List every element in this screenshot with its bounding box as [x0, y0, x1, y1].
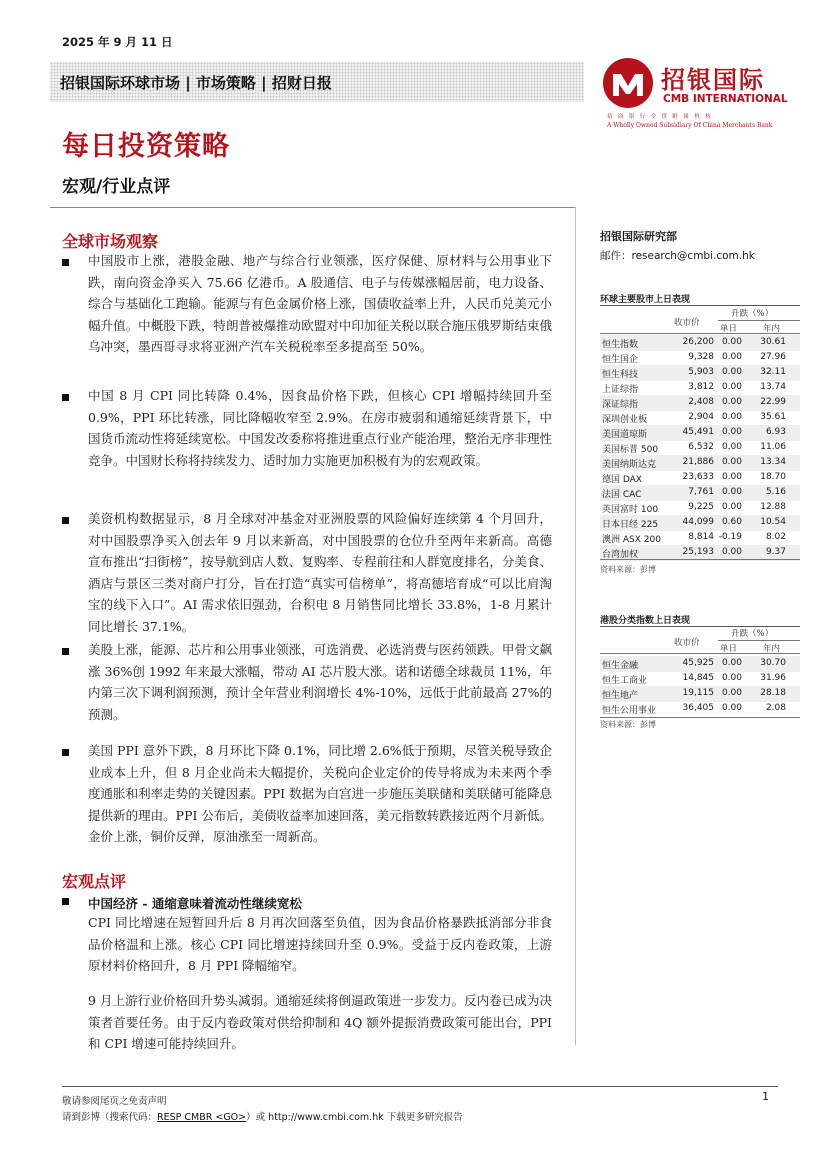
index-name: 恒生公用事业 — [602, 706, 657, 716]
col-header-ytd: 年内 — [763, 644, 781, 654]
index-name: 深圳创业板 — [602, 415, 648, 425]
table-row — [600, 440, 800, 456]
close-price: 9,225 — [688, 502, 714, 512]
ytd-change: 28.18 — [760, 688, 786, 698]
table-row — [600, 365, 800, 381]
ytd-change: 13.74 — [760, 382, 786, 392]
index-name: 恒生指数 — [602, 340, 639, 350]
ytd-change: 5.16 — [765, 487, 786, 497]
header-banner — [50, 62, 584, 102]
title-divider — [50, 207, 575, 208]
page-title: 每日投资策略 — [62, 131, 230, 162]
table-row — [600, 410, 800, 426]
footer-middle: ）或 — [246, 1112, 269, 1123]
day-change: 0.00 — [721, 673, 742, 683]
index-name: 恒生国企 — [602, 355, 639, 365]
close-price: 9,328 — [688, 352, 714, 362]
logo-cn-text: 招银国际 — [661, 66, 765, 94]
logo-sub-cn: 招商银行全资附属机构 — [607, 114, 717, 120]
table-row — [600, 335, 800, 351]
bullet-icon — [62, 898, 69, 905]
index-name: 深证综指 — [602, 400, 639, 410]
day-change: 0.00 — [721, 688, 742, 698]
ytd-change: 6.93 — [765, 427, 786, 437]
day-change: 0.00 — [721, 487, 742, 497]
banner-text: 招银国际环球市场 | 市场策略 | 招财日报 — [60, 74, 332, 92]
footer-suffix: 下载更多研究报告 — [383, 1112, 463, 1123]
ytd-change: 8.02 — [765, 532, 786, 542]
close-price: 2,904 — [688, 412, 714, 422]
index-name: 澳洲 ASX 200 — [602, 535, 661, 545]
table-rule — [600, 717, 800, 718]
close-price: 21,886 — [682, 457, 714, 467]
logo-sub-en: A Wholly Owned Subsidiary Of China Merchants Bank — [607, 122, 773, 129]
bullet-icon — [62, 648, 69, 655]
table-source: 资料来源：彭博 — [600, 565, 656, 574]
day-change: 0.00 — [721, 367, 742, 377]
ytd-change: 18.70 — [760, 472, 786, 482]
table-row — [600, 686, 800, 702]
index-name: 美国纳斯达克 — [602, 460, 657, 470]
ytd-change: 35.61 — [760, 412, 786, 422]
global-markets-table-title: 环球主要股市上日表现 — [600, 295, 691, 305]
ytd-change: 30.61 — [760, 337, 786, 347]
ytd-change: 2.08 — [765, 703, 786, 713]
table-row — [600, 500, 800, 516]
day-change: 0.00 — [721, 382, 742, 392]
close-price: 8,814 — [688, 532, 714, 542]
research-department: 招银国际研究部 — [600, 230, 677, 243]
ytd-change: 10.54 — [760, 517, 786, 527]
table-row — [600, 671, 800, 687]
day-change: -0.19 — [718, 532, 742, 542]
col-header-price: 收市价 — [674, 318, 700, 328]
table-rule — [600, 333, 800, 334]
col-header-price: 收市价 — [674, 638, 700, 648]
close-price: 14,845 — [682, 673, 714, 683]
index-name: 法国 CAC — [602, 490, 642, 500]
table-row — [600, 656, 800, 672]
section-heading-global: 全球市场观察 — [62, 232, 159, 251]
footer-disclaimer: 敬请参阅尾页之免责声明 — [62, 1096, 167, 1107]
table-row — [600, 395, 800, 411]
close-price: 44,099 — [682, 517, 714, 527]
col-header-ytd: 年内 — [763, 324, 781, 334]
website-link[interactable]: http://www.cmbi.com.hk — [268, 1112, 384, 1123]
day-change: 0.00 — [721, 427, 742, 437]
bloomberg-code-link[interactable]: RESP CMBR <GO> — [157, 1112, 247, 1123]
bullet-icon — [62, 517, 69, 524]
header-underline — [718, 640, 800, 641]
day-change: 0.00 — [721, 502, 742, 512]
table-source: 资料来源：彭博 — [600, 720, 656, 729]
close-price: 36,405 — [682, 703, 714, 713]
index-name: 美国道琼斯 — [602, 430, 648, 440]
col-header-day: 单日 — [720, 644, 738, 654]
bullet-icon — [62, 749, 69, 756]
index-name: 美国标普 500 — [602, 445, 659, 455]
ytd-change: 11.06 — [760, 442, 786, 452]
section-heading-macro: 宏观点评 — [62, 872, 127, 891]
day-change: 0.00 — [721, 658, 742, 668]
close-price: 26,200 — [682, 337, 714, 347]
ytd-change: 22.99 — [760, 397, 786, 407]
table-rule — [600, 653, 800, 654]
day-change: 0.00 — [721, 703, 742, 713]
table-row — [600, 425, 800, 441]
day-change: 0.00 — [721, 442, 742, 452]
day-change: 0.00 — [721, 412, 742, 422]
close-price: 45,491 — [682, 427, 714, 437]
ytd-change: 27.96 — [760, 352, 786, 362]
close-price: 3,812 — [688, 382, 714, 392]
col-header-change: 升跌（%） — [731, 629, 774, 639]
table-rule — [600, 305, 800, 306]
day-change: 0.60 — [721, 517, 742, 527]
global-paragraph: 美国 PPI 意外下跌，8 月环比下降 0.1%，同比增 2.6%低于预期，尽管关税导致企业成本上升，但 8 月企业尚未大幅提价，关税向企业定价的传导将成为未来两个季度通胀和利率走势的关键因素。PPI 数据为白宫进一步施压美联储和美联储可能降息提供新的理由。PPI 公布后，美债收益率加速回落，美元指数转跌接近两个月新低。金价上涨，铜价反弹，原油涨至一周新高。 — [88, 743, 552, 844]
column-divider — [575, 207, 576, 1045]
close-price: 5,903 — [688, 367, 714, 377]
index-name: 恒生金融 — [602, 661, 639, 671]
index-name: 上证综指 — [602, 385, 639, 395]
close-price: 23,633 — [682, 472, 714, 482]
table-row — [600, 455, 800, 471]
close-price: 25,193 — [682, 547, 714, 557]
index-name: 日本日经 225 — [602, 520, 659, 530]
day-change: 0.00 — [721, 472, 742, 482]
global-paragraph: 中国 8 月 CPI 同比转降 0.4%，因食品价格下跌，但核心 CPI 增幅持续回升至 0.9%，PPI 环比转涨，同比降幅收窄至 2.9%。在房市疲弱和通缩延续背景下，中国货币流动性将延续宽松。中国发改委称将推进重点行业产能治理，整治无序非理性竞争。中国财长称将持续发力、适时加力实施更加积极有为的宏观政策。 — [88, 388, 552, 468]
table-row — [600, 701, 800, 717]
page-number: 1 — [762, 1090, 769, 1103]
ytd-change: 32.11 — [760, 367, 786, 377]
macro-paragraph: 9 月上游行业价格回升势头减弱。通缩延续将倒逼政策进一步发力。反内卷已成为决策者首要任务。由于反内卷政策对供给抑制和 4Q 额外提振消费政策可能出台，PPI 和 CPI 增速可能持续回升。 — [88, 993, 552, 1051]
close-price: 7,761 — [688, 487, 714, 497]
ytd-change: 9.37 — [765, 547, 786, 557]
ytd-change: 31.96 — [760, 673, 786, 683]
global-paragraph: 中国股市上涨，港股金融、地产与综合行业领涨，医疗保健、原材料与公用事业下跌，南向资金净买入 75.66 亿港币。A 股通信、电子与传媒涨幅居前，电力设备、综合与基础化工跑输。能源与有色金属价格上涨，国债收益率上升，人民币兑美元小幅升值。中概股下跌，特朗普被爆推动欧盟对中印加征关税以联合施压俄罗斯结束俄乌冲突，墨西哥寻求将亚洲产汽车关税税率至多提高至 50%。 — [88, 253, 552, 354]
bullet-icon — [62, 259, 69, 266]
day-change: 0.00 — [721, 457, 742, 467]
ytd-change: 13.34 — [760, 457, 786, 467]
table-row — [600, 515, 800, 531]
logo-mark-icon — [603, 58, 653, 108]
index-name: 恒生地产 — [602, 691, 639, 701]
footer-download — [62, 1109, 463, 1123]
day-change: 0.00 — [721, 352, 742, 362]
close-price: 45,925 — [682, 658, 714, 668]
bullet-icon — [62, 394, 69, 401]
close-price: 2,408 — [688, 397, 714, 407]
cmbi-logo — [603, 56, 803, 136]
table-row — [600, 350, 800, 366]
col-header-day: 单日 — [720, 324, 738, 334]
macro-paragraph: CPI 同比增速在短暂回升后 8 月再次回落至负值，因为食品价格暴跌抵消部分非食品价格温和上涨。核心 CPI 同比增速持续回升至 0.9%。受益于反内卷政策，上游原材料价格回升，8 月 PPI 降幅缩窄。 — [88, 915, 552, 973]
report-date: 2025 年 9 月 11 日 — [62, 35, 173, 49]
hk-sectors-table-title: 港股分类指数上日表现 — [600, 616, 691, 626]
day-change: 0.00 — [721, 397, 742, 407]
index-name: 恒生工商业 — [602, 676, 648, 686]
index-name: 德国 DAX — [602, 475, 642, 485]
logo-en-text: CMB INTERNATIONAL — [663, 93, 788, 105]
global-paragraph: 美股上涨，能源、芯片和公用事业领涨，可选消费、必选消费与医药领跌。甲骨文飙涨 36%创 1992 年来最大涨幅，带动 AI 芯片股大涨。诺和诺德全球裁员 11%，年内第三次下调利润预测，预计全年营业利润增长 4%-10%，远低于此前最高 27%的预测。 — [88, 642, 552, 722]
ytd-change: 30.70 — [760, 658, 786, 668]
footer-divider — [62, 1086, 778, 1087]
macro-subheading: 中国经济 - 通缩意味着流动性继续宽松 — [88, 896, 302, 911]
table-row — [600, 530, 800, 546]
table-row — [600, 380, 800, 396]
index-name: 英国富时 100 — [602, 505, 659, 515]
day-change: 0.00 — [721, 547, 742, 557]
table-row — [600, 470, 800, 486]
page-subtitle: 宏观/行业点评 — [62, 177, 171, 197]
close-price: 6,532 — [688, 442, 714, 452]
table-row — [600, 485, 800, 501]
table-rule — [600, 559, 800, 560]
header-underline — [718, 320, 800, 321]
index-name: 恒生科技 — [602, 370, 639, 380]
day-change: 0.00 — [721, 337, 742, 347]
research-email[interactable]: 邮件：research@cmbi.com.hk — [600, 250, 755, 262]
index-name: 台湾加权 — [602, 550, 639, 560]
close-price: 19,115 — [682, 688, 714, 698]
global-paragraph: 美资机构数据显示，8 月全球对冲基金对亚洲股票的风险偏好连续第 4 个月回升，对中国股票净买入创去年 9 月以来新高，对中国股票的仓位升至两年来新高。高德宣布推出“扫街榜”，按导航到店人数、复购率、专程前往和人群宽度排名，分美食、酒店与景区三类对商户打分，旨在打造“真实可信榜单”，将高德培育成“可以比肩淘宝的线下入口”。AI 需求依旧强劲，台积电 8 月销售同比增长 33.8%，1-8 月累计同比增长 37.1%。 — [88, 511, 552, 634]
ytd-change: 12.88 — [760, 502, 786, 512]
footer-prefix: 请到彭博（搜索代码： — [62, 1112, 158, 1123]
col-header-change: 升跌（%） — [731, 309, 774, 319]
